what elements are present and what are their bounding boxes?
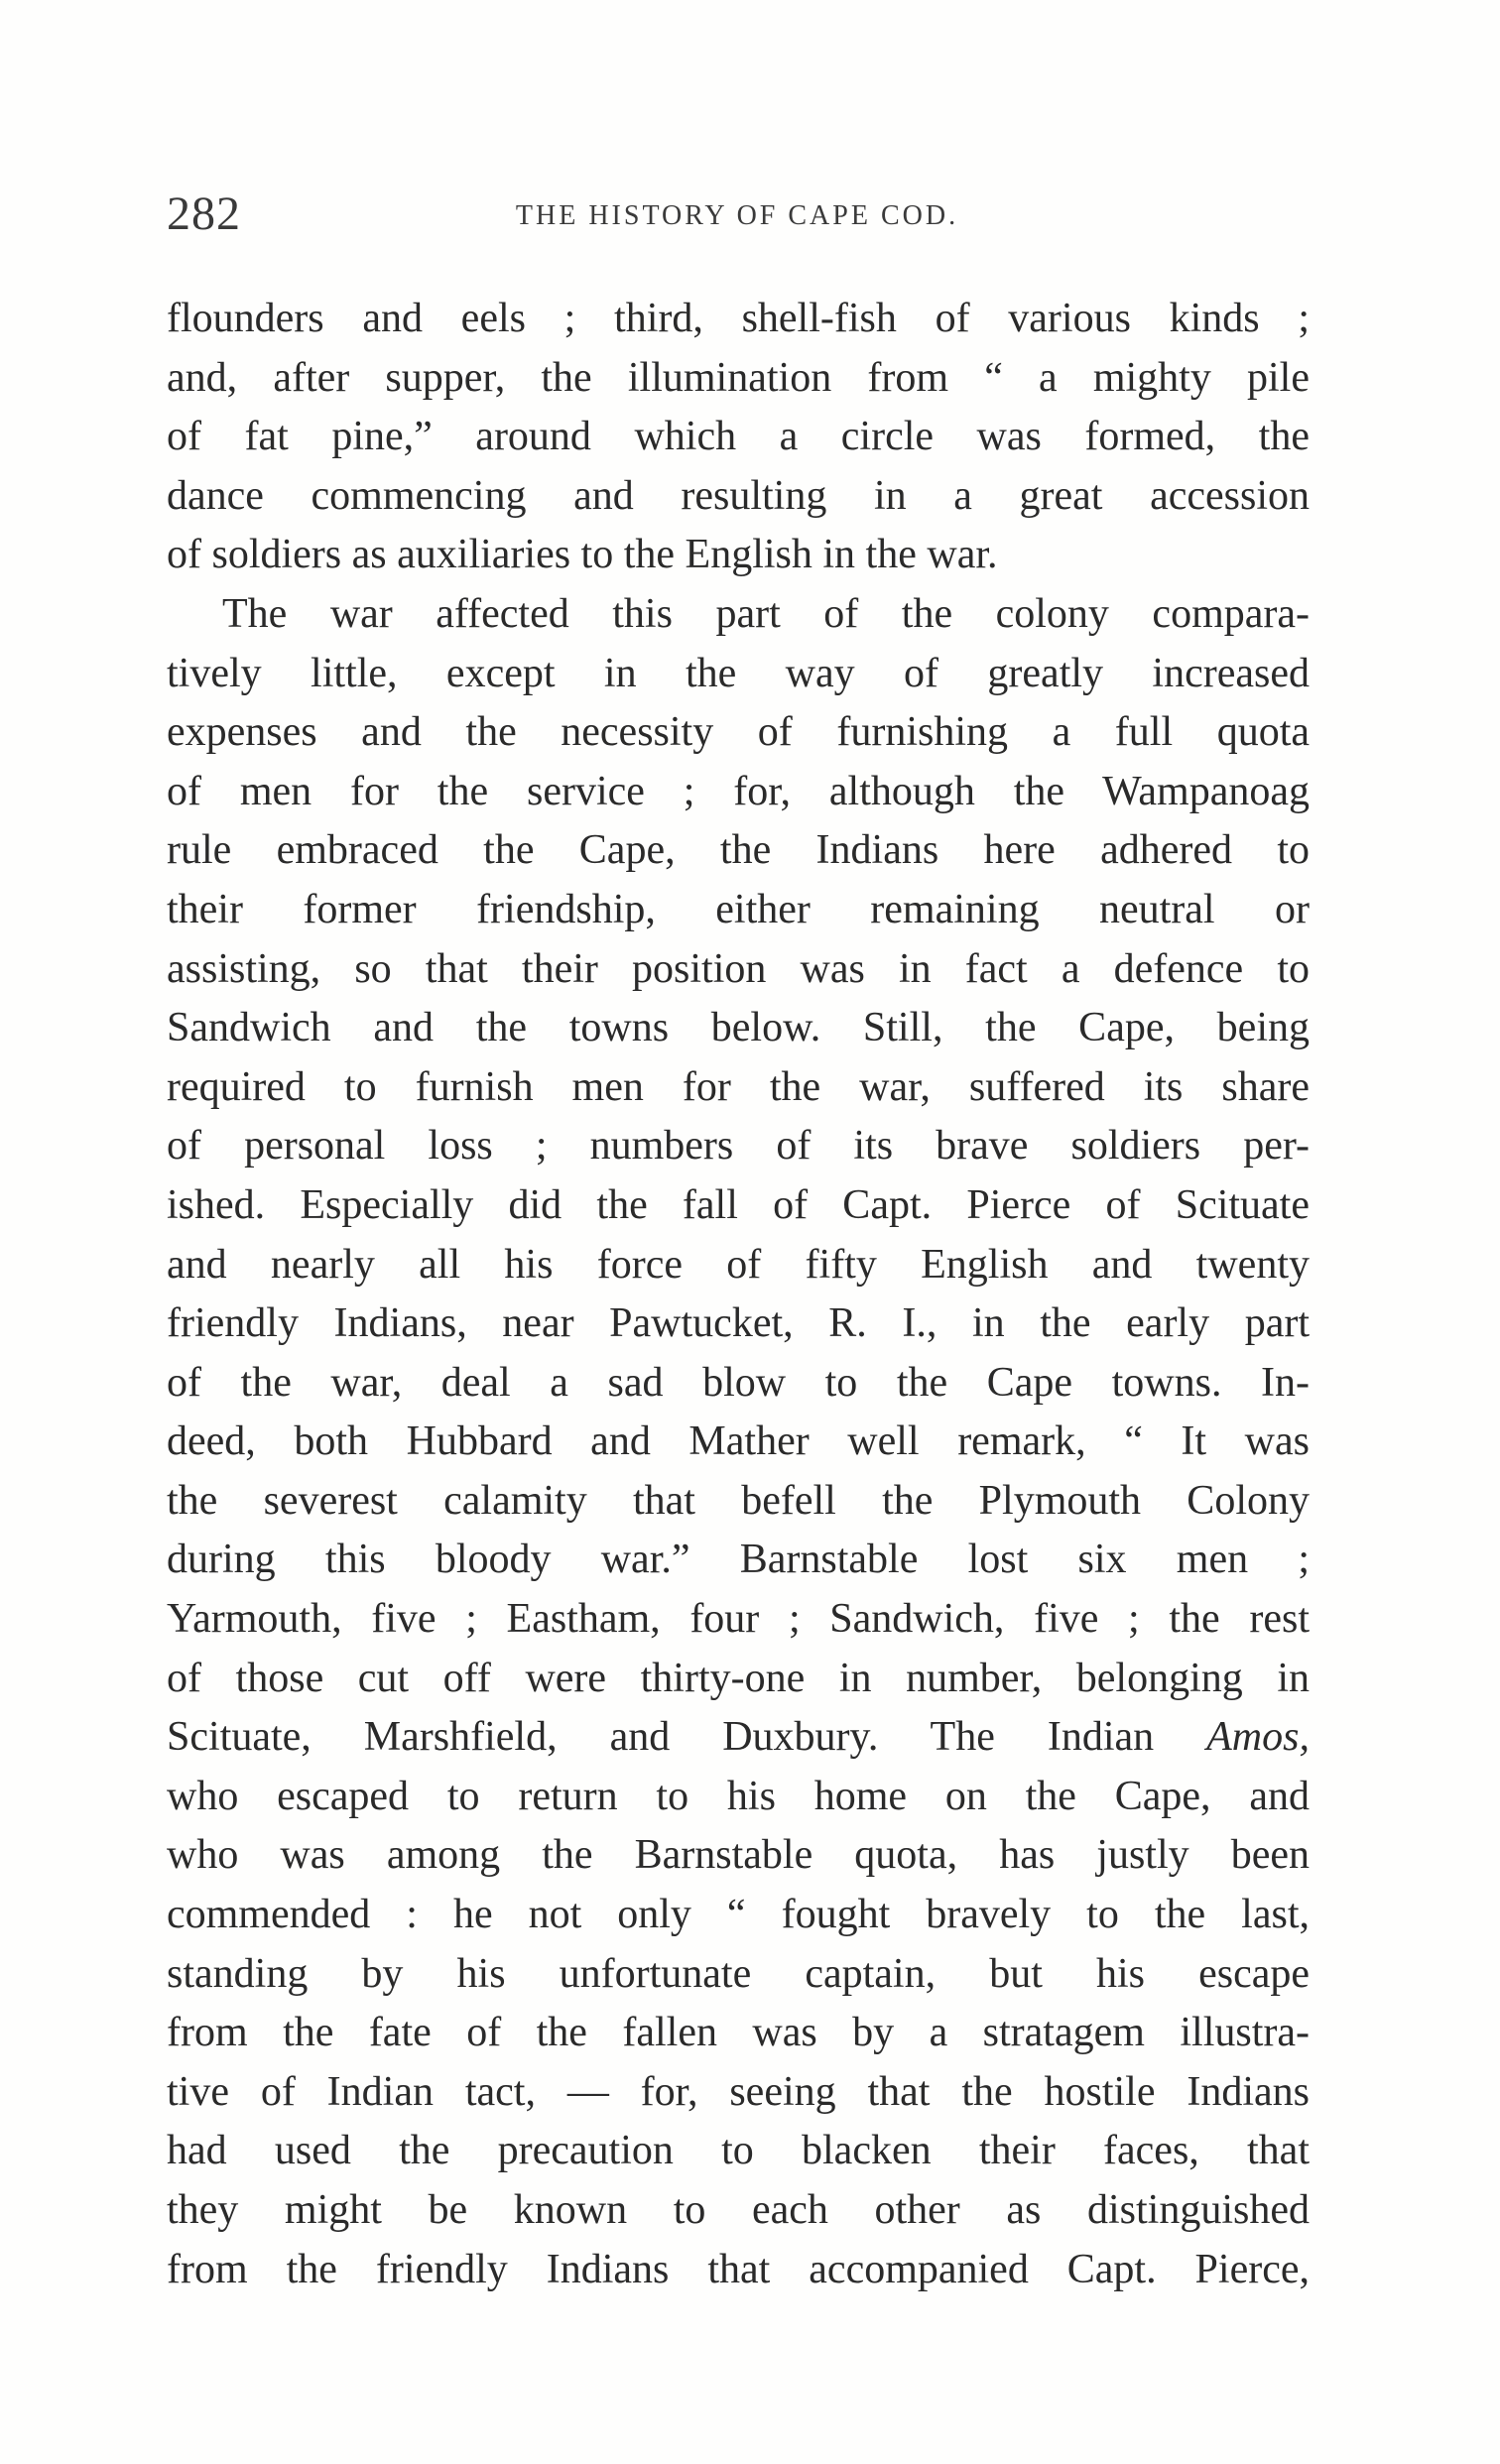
text-line: their former friendship, either remaining neutral or: [167, 886, 1310, 932]
text-line: who was among the Barnstable quota, has justly been: [167, 1832, 1310, 1879]
text-line: rule embraced the Cape, the Indians here adhered to: [167, 827, 1310, 874]
text-line: of soldiers as auxiliaries to the English in the war.: [167, 532, 998, 578]
running-title: THE HISTORY OF CAPE COD.: [515, 200, 959, 231]
italic-name: Amos,: [1206, 1714, 1310, 1761]
text-line-with-italic: [167, 1708, 1310, 1768]
page-number: 282: [167, 187, 241, 240]
text-line: from the friendly Indians that accompanied Capt. Pierce,: [167, 2246, 1310, 2292]
body-text: [167, 290, 1310, 2299]
text-line: assisting, so that their position was in fact a defence to: [167, 945, 1310, 992]
text-line: of personal loss ; numbers of its brave soldiers per-: [167, 1123, 1310, 1170]
text-line: the severest calamity that befell the Plymouth Colony: [167, 1477, 1310, 1524]
text-line: dance commencing and resulting in a great accession: [167, 472, 1310, 519]
text-line: of fat pine,” around which a circle was formed, the: [167, 414, 1310, 460]
text-line: from the fate of the fallen was by a stratagem illustra-: [167, 2010, 1310, 2056]
text-line: Sandwich and the towns below. Still, the Cape, being: [167, 1005, 1310, 1051]
text-line: standing by his unfortunate captain, but his escape: [167, 1950, 1310, 1997]
text-line: tive of Indian tact, — for, seeing that the hostile Indians: [167, 2068, 1310, 2115]
text-line: tively little, except in the way of greatly increased: [167, 650, 1310, 696]
text-line: flounders and eels ; third, shell-fish of various kinds ;: [167, 296, 1310, 341]
text-line: deed, both Hubbard and Mather well remark, “ It was: [167, 1418, 1310, 1465]
paragraph-first-line: The war affected this part of the colony compara-: [222, 590, 1310, 637]
text-line: who escaped to return to his home on the Cape, and: [167, 1773, 1310, 1819]
text-line: commended : he not only “ fought bravely to the last,: [167, 1892, 1310, 1938]
running-head: [167, 186, 1308, 246]
text-line: expenses and the necessity of furnishing a full quota: [167, 709, 1310, 756]
text-line: ished. Especially did the fall of Capt. Pierce of Scituate: [167, 1181, 1310, 1228]
text-line: and nearly all his force of fifty English and twenty: [167, 1241, 1310, 1288]
text-line: had used the precaution to blacken their faces, that: [167, 2128, 1310, 2174]
text-line: required to furnish men for the war, suffered its share: [167, 1063, 1310, 1110]
text-line: of those cut off were thirty-one in number, belonging in: [167, 1655, 1310, 1701]
text-line: during this bloody war.” Barnstable lost six men ;: [167, 1537, 1310, 1583]
text-line: Yarmouth, five ; Eastham, four ; Sandwich, five ; the rest: [167, 1596, 1310, 1643]
text-line: friendly Indians, near Pawtucket, R. I., in the early part: [167, 1300, 1310, 1347]
text-line: of the war, deal a sad blow to the Cape towns. In-: [167, 1359, 1310, 1406]
text-segment: Scituate, Marshfield, and Duxbury. The Indian: [167, 1714, 1207, 1761]
text-line: of men for the service ; for, although the Wampanoag: [167, 768, 1310, 814]
text-line: and, after supper, the illumination from “ a mighty pile: [167, 354, 1310, 401]
text-line: they might be known to each other as distinguished: [167, 2187, 1310, 2233]
